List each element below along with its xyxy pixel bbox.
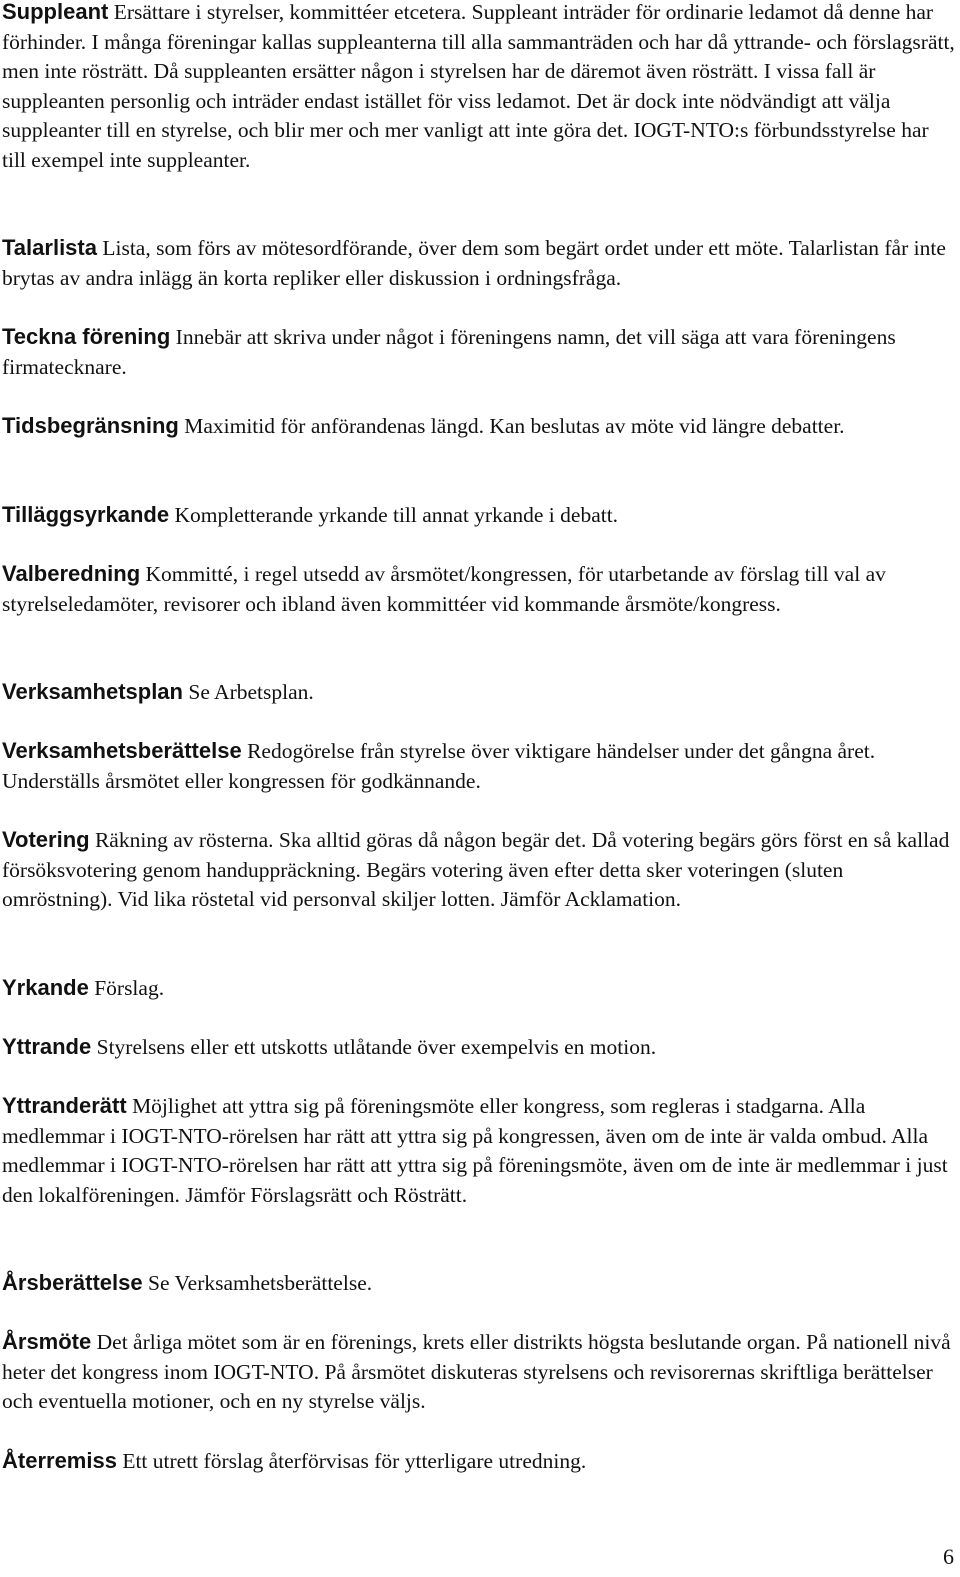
glossary-definition: Innebär att skriva under något i föreningens namn, det vill säga att vara föreningens firmatecknare. (2, 325, 896, 379)
glossary-definition: Se Arbetsplan. (188, 680, 314, 704)
glossary-entry-yttranderatt (2, 1091, 957, 1210)
glossary-term: Tilläggsyrkande (2, 502, 170, 527)
glossary-entry-valberedning (2, 559, 957, 619)
glossary-entry-verksamhetsberattelse (2, 736, 957, 796)
glossary-term: Återremiss (2, 1448, 117, 1473)
glossary-entry-aterremiss (2, 1446, 957, 1477)
glossary-definition: Förslag. (94, 976, 165, 1000)
glossary-term: Yttranderätt (2, 1093, 127, 1118)
glossary-definition: Redogörelse från styrelse över viktigare händelser under det gångna året. Underställs årsmötet eller kongressen för godkännande. (2, 739, 876, 793)
glossary-term: Årsberättelse (2, 1270, 143, 1295)
glossary-definition: Ersättare i styrelser, kommittéer etcetera. Suppleant inträder för ordinarie ledamot då denne har förhinder. I många föreningar kallas suppleanterna till alla sammanträden och har då yttrande- och förslagsrätt, men inte rösträtt. Då suppleanten ersätter någon i styrelsen har de däremot även rösträtt. I vissa fall är suppleanten personlig och inträder endast istället för viss ledamot. Det är dock inte nödvändigt att välja suppleanter till en styrelse, och blir mer och mer vanligt att inte göra det. IOGT-NTO:s förbundsstyrelse har till exempel inte suppleanter. (2, 0, 955, 172)
glossary-entry-suppleant (2, 0, 957, 176)
glossary-term: Suppleant (2, 0, 109, 24)
glossary-entry-tidsbegransning (2, 411, 957, 442)
glossary-term: Verksamhetsplan (2, 679, 183, 704)
glossary-definition: Möjlighet att yttra sig på föreningsmöte eller kongress, som regleras i stadgarna. Alla medlemmar i IOGT-NTO-rörelsen har rätt att yttra sig på kongressen, även om de inte är valda ombud. Alla medlemmar i IOGT-NTO-rörelsen har rätt att yttra sig på föreningsmöte, även om de inte är medlemmar i just den lokalföreningen. Jämför Förslagsrätt och Rösträtt. (2, 1094, 948, 1207)
glossary-entry-tillaggsyrkande (2, 500, 957, 531)
glossary-entry-verksamhetsplan (2, 677, 957, 708)
glossary-entry-arsmote (2, 1327, 957, 1417)
glossary-term: Votering (2, 827, 90, 852)
glossary-entry-arsberattelse (2, 1268, 957, 1299)
glossary-entry-talarlista (2, 233, 957, 293)
glossary-term: Yrkande (2, 975, 89, 1000)
glossary-definition: Maximitid för anförandenas längd. Kan beslutas av möte vid längre debatter. (184, 414, 845, 438)
glossary-term: Valberedning (2, 561, 141, 586)
glossary-definition: Ett utrett förslag återförvisas för ytterligare utredning. (122, 1449, 587, 1473)
page-number: 6 (943, 1544, 954, 1569)
glossary-term: Verksamhetsberättelse (2, 738, 242, 763)
glossary-term: Talarlista (2, 235, 97, 260)
glossary-term: Teckna förening (2, 324, 171, 349)
glossary-definition: Kommitté, i regel utsedd av årsmötet/kongressen, för utarbetande av förslag till val av styrelseledamöter, revisorer och ibland även kommittéer vid kommande årsmöte/kongress. (2, 562, 886, 616)
glossary-term: Yttrande (2, 1034, 92, 1059)
glossary-entry-yttrande (2, 1032, 957, 1063)
glossary-definition: Se Verksamhetsberättelse. (148, 1271, 373, 1295)
glossary-term: Tidsbegränsning (2, 413, 179, 438)
glossary-definition: Det årliga mötet som är en förenings, krets eller distrikts högsta beslutande organ. På nationell nivå heter det kongress inom IOGT-NTO. På årsmötet diskuteras styrelsens och revisorernas skriftliga berättelser och eventuella motioner, och en ny styrelse väljs. (2, 1330, 951, 1414)
glossary-entry-votering (2, 825, 957, 915)
glossary-entry-teckna-forening (2, 322, 957, 382)
glossary-definition: Lista, som förs av mötesordförande, över dem som begärt ordet under ett möte. Talarlistan får inte brytas av andra inlägg än korta repliker eller diskussion i ordningsfråga. (2, 236, 946, 290)
glossary-term: Årsmöte (2, 1329, 92, 1354)
glossary-definition: Räkning av rösterna. Ska alltid göras då någon begär det. Då votering begärs görs först en så kallad försöksvotering genom handuppräckning. Begärs votering även efter detta sker voteringen (sluten omröstning). Vid lika röstetal vid personval skiljer lotten. Jämför Acklamation. (2, 828, 950, 912)
glossary-definition: Kompletterande yrkande till annat yrkande i debatt. (174, 503, 619, 527)
glossary-definition: Styrelsens eller ett utskotts utlåtande över exempelvis en motion. (96, 1035, 657, 1059)
glossary-entry-yrkande (2, 973, 957, 1004)
